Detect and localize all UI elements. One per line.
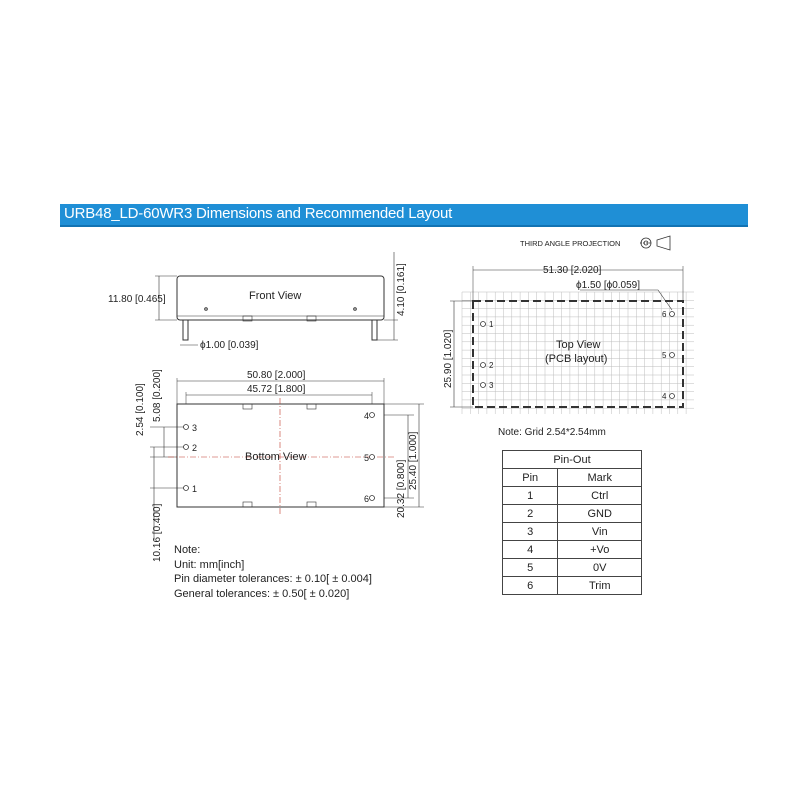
table-row: [503, 577, 642, 595]
bottom-pin-5: [370, 455, 375, 460]
bottom-pin-6: [370, 496, 375, 501]
bottom-pin-label-1: 1: [192, 484, 198, 494]
bottom-dim-2032: 20.32 [0.800]: [396, 459, 407, 518]
top-pin-4: [670, 394, 675, 399]
bottom-view-label: Bottom View: [245, 451, 307, 463]
top-pin-5: [670, 353, 675, 358]
bottom-pin-3: [184, 425, 189, 430]
pin-number: 3: [503, 523, 558, 541]
top-hole-dim: ϕ1.50 [ϕ0.059]: [576, 280, 641, 291]
pin-mark: Trim: [558, 577, 642, 595]
top-pin-2: [481, 363, 486, 368]
top-view-label: Top View: [556, 339, 601, 351]
front-pin-left: [183, 320, 188, 340]
projection-label: THIRD ANGLE PROJECTION: [520, 239, 621, 248]
notes-title: Note:: [174, 544, 201, 556]
bottom-pin-2: [184, 445, 189, 450]
notes-unit: Unit: mm[inch]: [174, 558, 245, 571]
notes-general-tolerance: General tolerances: ± 0.50[ ± 0.020]: [174, 587, 350, 600]
bottom-dim-1016: 10.16 [0.400]: [152, 503, 163, 562]
table-row: [503, 523, 642, 541]
top-pin-label-2: 2: [489, 361, 494, 370]
notes-block: [174, 543, 372, 601]
bottom-pin-span-dim: 45.72 [1.800]: [247, 384, 306, 395]
bottom-pin-4: [370, 413, 375, 418]
bottom-width-dim: 50.80 [2.000]: [247, 370, 306, 381]
top-pin-3: [481, 383, 486, 388]
top-pin-label-4: 4: [662, 392, 667, 401]
front-view-label: Front View: [249, 290, 302, 302]
front-pin-right: [372, 320, 377, 340]
projection-group: [520, 236, 670, 250]
top-view-sublabel: (PCB layout): [545, 353, 608, 365]
table-row: [503, 505, 642, 523]
pin-mark: Vin: [558, 523, 642, 541]
table-row: [503, 541, 642, 559]
pin-mark: 0V: [558, 559, 642, 577]
bottom-pin-1: [184, 486, 189, 491]
pinout-header-pin: Pin: [503, 469, 558, 487]
top-pin-6: [670, 312, 675, 317]
bottom-dim-254: 2.54 [0.100]: [135, 383, 146, 436]
top-pin-1: [481, 322, 486, 327]
front-height-dim: 11.80 [0.465]: [108, 294, 166, 305]
top-pin-label-6: 6: [662, 310, 667, 319]
pin-number: 1: [503, 487, 558, 505]
pinout-table: [502, 450, 642, 595]
bottom-pin-label-4: 4: [364, 411, 370, 421]
pin-mark: +Vo: [558, 541, 642, 559]
table-row: [503, 487, 642, 505]
top-pin-label-3: 3: [489, 381, 494, 390]
pin-mark: GND: [558, 505, 642, 523]
top-height-dim: 25.90 [1.020]: [443, 329, 454, 388]
pin-mark: Ctrl: [558, 487, 642, 505]
bottom-pin-label-3: 3: [192, 423, 198, 433]
page-title: URB48_LD-60WR3 Dimensions and Recommended Layout: [64, 205, 453, 222]
pin-number: 2: [503, 505, 558, 523]
bottom-pin-label-6: 6: [364, 494, 370, 504]
front-pin-length-dim: 4.10 [0.161]: [396, 263, 407, 316]
top-pin-label-5: 5: [662, 351, 667, 360]
top-width-dim: 51.30 [2.020]: [543, 265, 602, 276]
bottom-dim-508: 5.08 [0.200]: [152, 369, 163, 422]
bottom-pin-label-5: 5: [364, 453, 370, 463]
pinout-caption: Pin-Out: [503, 451, 642, 469]
table-row: [503, 559, 642, 577]
bottom-pin-label-2: 2: [192, 443, 198, 453]
front-pin-dia-dim: ϕ1.00 [0.039]: [200, 340, 259, 351]
top-pin-label-1: 1: [489, 320, 494, 329]
notes-pin-tolerance: Pin diameter tolerances: ± 0.10[ ± 0.004]: [174, 573, 372, 585]
pin-number: 6: [503, 577, 558, 595]
grid-note: Note: Grid 2.54*2.54mm: [498, 427, 606, 438]
pinout-header-mark: Mark: [558, 469, 642, 487]
third-angle-projection-icon: [640, 236, 670, 250]
bottom-dim-2540: 25.40 [1.000]: [408, 431, 419, 490]
pin-number: 4: [503, 541, 558, 559]
pin-number: 5: [503, 559, 558, 577]
